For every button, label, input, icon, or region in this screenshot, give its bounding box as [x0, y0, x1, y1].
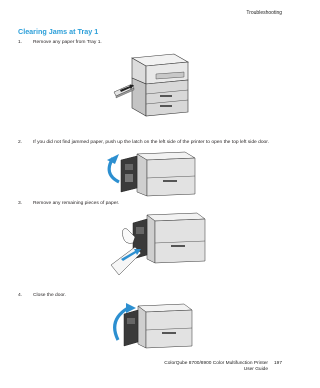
printer-tray1-illustration — [112, 50, 192, 122]
step-text: Remove any remaining pieces of paper. — [33, 201, 120, 206]
product-name: ColorQube 8700/8900 Color Multifunction Printer — [164, 361, 268, 366]
step-number: 4. — [18, 293, 23, 298]
step-number: 3. — [18, 201, 23, 206]
page-number: 197 — [273, 361, 282, 366]
step-number: 2. — [18, 140, 23, 145]
step-text: Close the door. — [33, 293, 66, 298]
page-footer — [164, 361, 282, 373]
running-header: Troubleshooting — [246, 10, 282, 16]
step-number: 1. — [18, 40, 23, 45]
open-left-door-illustration — [99, 148, 197, 198]
guide-name: User Guide — [243, 366, 268, 372]
section-title: Clearing Jams at Tray 1 — [18, 27, 99, 36]
step-text: Remove any paper from Tray 1. — [33, 40, 102, 45]
remove-paper-illustration — [105, 207, 207, 283]
close-door-illustration — [104, 300, 194, 350]
step-text: If you did not find jammed paper, push up the latch on the left side of the printer to open the top left side door. — [33, 140, 269, 145]
